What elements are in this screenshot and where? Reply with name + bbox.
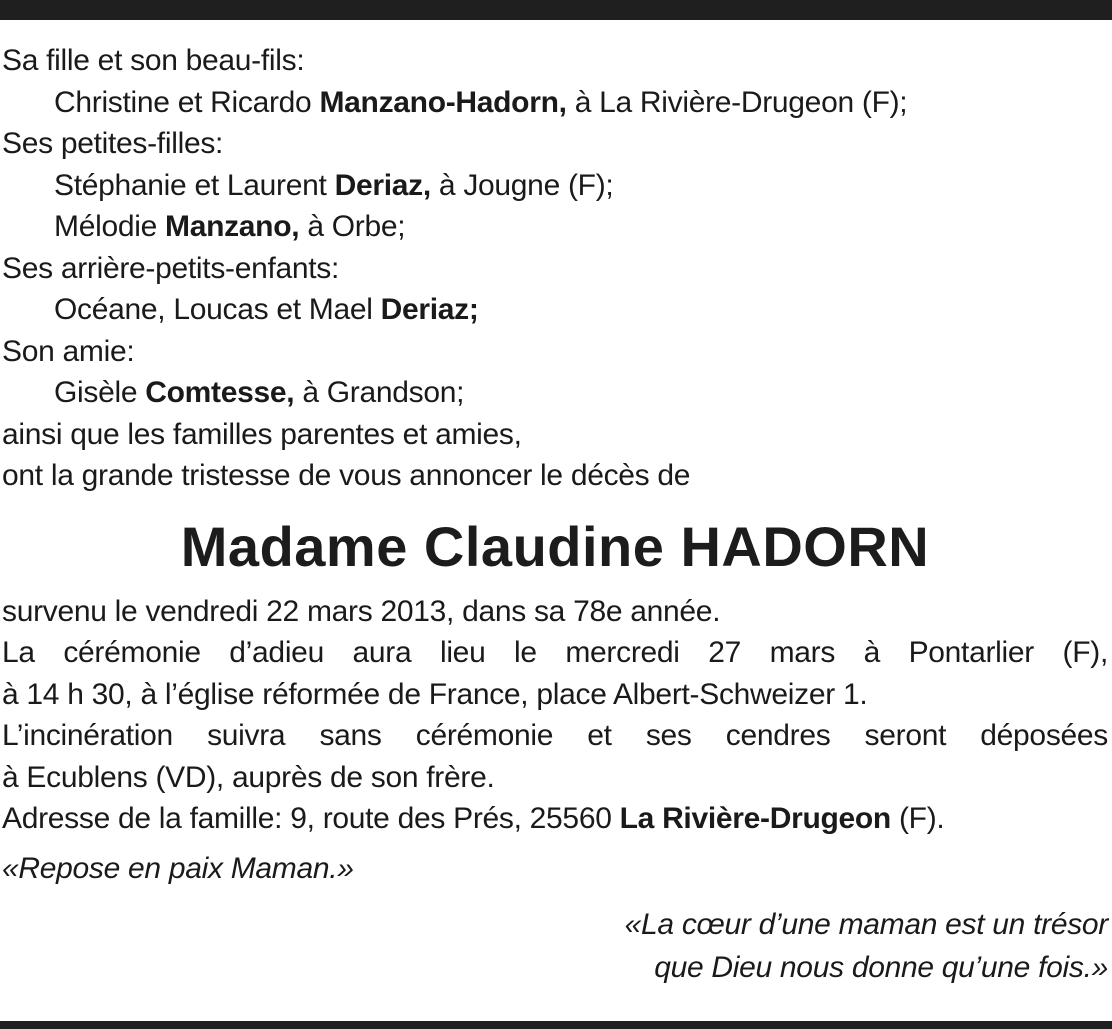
incineration-line-2: à Ecublens (VD), auprès de son frère. [2, 760, 495, 794]
bottom-rule [0, 1021, 1112, 1029]
announcement-line: ont la grande tristesse de vous annoncer le décès de [2, 459, 691, 492]
ceremony-line-2: à 14 h 30, à l’église réformée de France, place Albert-Schweizer 1. [2, 677, 868, 711]
family-heading-granddaughters: Ses petites-filles: [2, 127, 224, 160]
family-entry: Gisèle Comtesse, à Grandson; [54, 376, 465, 409]
family-surname: Manzano-Hadorn, [319, 85, 567, 119]
address-town: La Rivière-Drugeon [619, 802, 891, 835]
ceremony-line-1: La cérémonie d’adieu aura lieu le mercredi 27 mars à Pontarlier (F), [2, 636, 1108, 669]
farewell-quote: «Repose en paix Maman.» [2, 851, 354, 885]
poem-line: «La cœur d’une maman est un trésor [624, 908, 1108, 941]
family-heading-friend: Son amie: [2, 334, 135, 368]
closing-poem [2, 903, 1108, 989]
family-entry: Mélodie Manzano, à Orbe; [54, 210, 406, 243]
family-surname: Comtesse, [145, 376, 295, 409]
family-surname: Deriaz; [380, 293, 479, 326]
obituary-notice [2, 40, 1108, 989]
poem-line: que Dieu nous donne qu’une fois.» [654, 951, 1108, 984]
date-of-death: survenu le vendredi 22 mars 2013, dans sa 78e année. [2, 594, 721, 628]
family-surname: Deriaz, [334, 168, 431, 202]
extended-family-line: ainsi que les familles parentes et amies, [2, 417, 522, 451]
family-entry: Christine et Ricardo Manzano-Hadorn, à La Rivière-Drugeon (F); [54, 85, 908, 119]
top-rule [0, 0, 1112, 20]
family-address: Adresse de la famille: 9, route des Prés, 25560 La Rivière-Drugeon (F). [2, 802, 945, 835]
family-entry: Stéphanie et Laurent Deriaz, à Jougne (F); [54, 168, 614, 202]
family-heading-daughter: Sa fille et son beau-fils: [2, 44, 305, 77]
incineration-line-1: L’incinération suivra sans cérémonie et ses cendres seront déposées [2, 719, 1108, 752]
deceased-name: Madame Claudine HADORN [180, 514, 930, 578]
family-heading-great-grandchildren: Ses arrière-petits-enfants: [2, 251, 340, 285]
family-entry: Océane, Loucas et Mael Deriaz; [54, 293, 479, 326]
family-surname: Manzano, [165, 210, 300, 243]
